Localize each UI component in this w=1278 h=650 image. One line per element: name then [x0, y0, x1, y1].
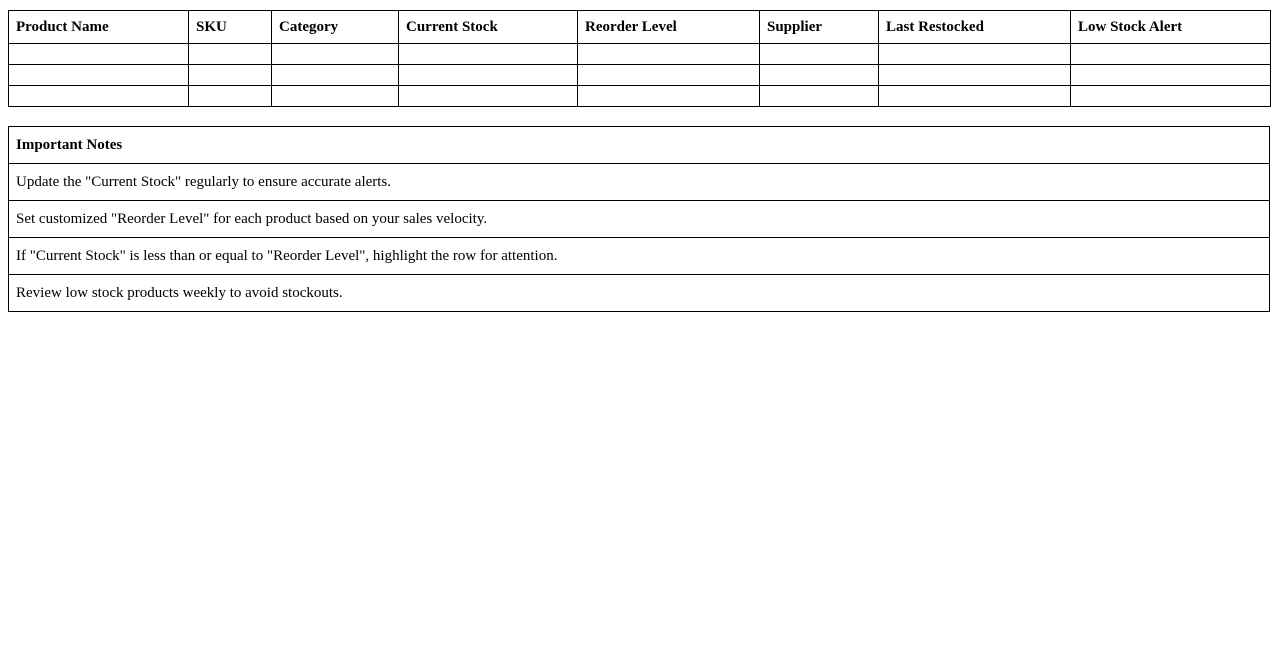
column-header-category: Category	[272, 11, 399, 44]
table-cell	[1071, 86, 1271, 107]
column-header-reorder-level: Reorder Level	[578, 11, 760, 44]
note-row	[9, 238, 1270, 275]
table-cell	[578, 86, 760, 107]
note-item: Update the "Current Stock" regularly to ensure accurate alerts.	[9, 164, 1270, 201]
note-row	[9, 201, 1270, 238]
table-cell	[272, 65, 399, 86]
column-header-product-name: Product Name	[9, 11, 189, 44]
column-header-supplier: Supplier	[760, 11, 879, 44]
inventory-table	[8, 10, 1271, 107]
table-cell	[879, 86, 1071, 107]
table-cell	[760, 44, 879, 65]
table-cell	[578, 65, 760, 86]
table-cell	[9, 65, 189, 86]
table-cell	[9, 44, 189, 65]
table-cell	[189, 65, 272, 86]
table-cell	[272, 86, 399, 107]
table-row	[9, 65, 1271, 86]
table-cell	[1071, 44, 1271, 65]
table-cell	[399, 86, 578, 107]
table-cell	[272, 44, 399, 65]
table-cell	[1071, 65, 1271, 86]
table-row	[9, 44, 1271, 65]
table-row	[9, 86, 1271, 107]
column-header-current-stock: Current Stock	[399, 11, 578, 44]
note-item: Set customized "Reorder Level" for each product based on your sales velocity.	[9, 201, 1270, 238]
notes-table	[8, 126, 1270, 312]
notes-header-row	[9, 127, 1270, 164]
table-cell	[9, 86, 189, 107]
notes-header: Important Notes	[9, 127, 1270, 164]
note-item: If "Current Stock" is less than or equal to "Reorder Level", highlight the row for attention.	[9, 238, 1270, 275]
table-cell	[879, 44, 1071, 65]
note-item: Review low stock products weekly to avoid stockouts.	[9, 275, 1270, 312]
note-row	[9, 275, 1270, 312]
column-header-last-restocked: Last Restocked	[879, 11, 1071, 44]
column-header-sku: SKU	[189, 11, 272, 44]
note-row	[9, 164, 1270, 201]
table-cell	[399, 65, 578, 86]
table-cell	[879, 65, 1071, 86]
table-cell	[760, 86, 879, 107]
table-cell	[760, 65, 879, 86]
inventory-header-row	[9, 11, 1271, 44]
table-cell	[189, 86, 272, 107]
table-cell	[578, 44, 760, 65]
column-header-low-stock-alert: Low Stock Alert	[1071, 11, 1271, 44]
table-cell	[399, 44, 578, 65]
table-cell	[189, 44, 272, 65]
